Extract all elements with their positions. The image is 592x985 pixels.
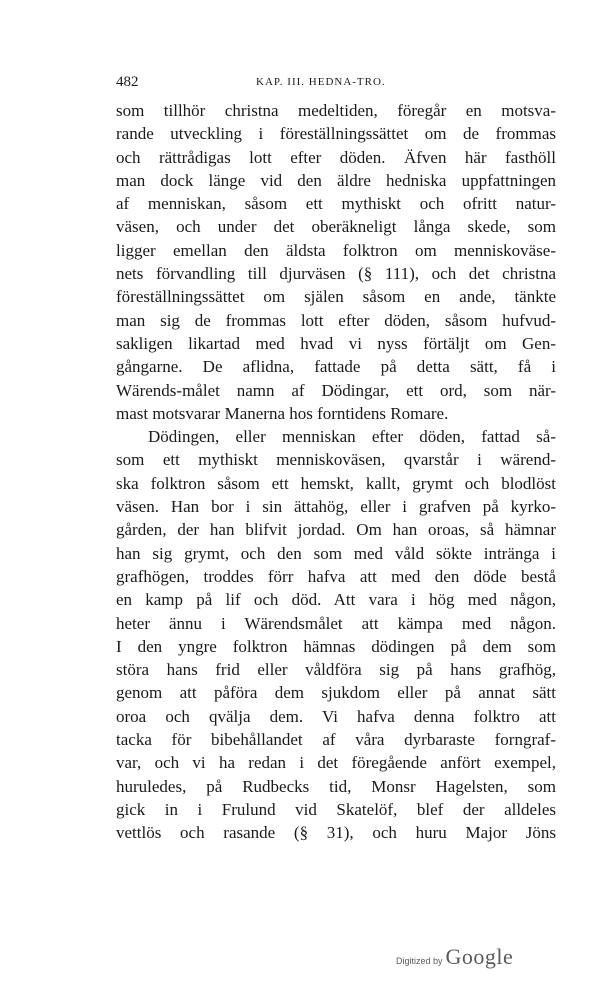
text-line: han sig grymt, och den som med våld sökte intränga i (116, 543, 556, 563)
text-line: gick in i Frulund vid Skatelöf, blef der alldeles (116, 799, 556, 819)
text-line: af menniskan, såsom ett mythiskt och ofritt natur- (116, 194, 556, 214)
text-line: en kamp på lif och död. Att vara i hög med någon, (116, 590, 556, 610)
text-line: nets förvandling till djurväsen (§ 111), och det christna (116, 264, 556, 284)
text-line: gångarne. De aflidna, fattade på detta sätt, få i (116, 357, 556, 377)
text-line: Dödingen, eller menniskan efter döden, fattad så- (148, 427, 556, 447)
text-line: gården, der han blifvit jordad. Om han oroas, så hämnar (116, 520, 556, 540)
watermark-brand: Google (445, 944, 514, 969)
text-line: föreställningssättet om själen såsom en ande, tänkte (116, 287, 556, 307)
text-line: störa hans frid eller våldföra sig på hans grafhög, (116, 660, 556, 680)
text-line: grafhögen, troddes förr hafva att med den döde bestå (116, 566, 556, 586)
text-line: tacka för bibehållandet af våra dyrbaraste forngraf- (116, 730, 556, 750)
text-line: genom att påföra dem sjukdom eller på annat sätt (116, 683, 556, 703)
text-line: var, och vi ha redan i det föregående anfört exempel, (116, 753, 556, 773)
text-line: man dock länge vid den äldre hedniska uppfattningen (116, 170, 556, 190)
text-line: sakligen likartad med hvad vi nyss förtäljt om Gen- (116, 333, 556, 353)
text-line: I den yngre folktron hämnas dödingen på dem som (116, 636, 556, 656)
text-line: Wärends-målet namn af Dödingar, ett ord, som när- (116, 380, 556, 400)
text-line: mast motsvarar Manerna hos forntidens Romare. (116, 403, 449, 423)
body-text (116, 99, 556, 845)
text-line: och rättrådigas lott efter döden. Äfven här fasthöll (116, 147, 556, 167)
text-line: vettlös och rasande (§ 31), och huru Major Jöns (116, 823, 556, 843)
running-head (116, 74, 486, 94)
text-line: som tillhör christna medeltiden, föregår en motsva- (116, 101, 556, 120)
page-number: 482 (116, 74, 139, 90)
text-line: väsen. Han bor i sin ättahög, eller i grafven på kyrko- (116, 497, 556, 517)
text-line: som ett mythiskt menniskoväsen, qvarstår i wärend- (116, 450, 556, 470)
text-line: heter ännu i Wärendsmålet att kämpa med någon. (116, 613, 556, 633)
watermark-prefix: Digitized by (396, 956, 443, 966)
text-line: ska folktron såsom ett hemskt, kallt, grymt och blodlöst (116, 473, 556, 493)
text-line: man sig de frommas lott efter döden, såsom hufvud- (116, 310, 556, 330)
text-line: oroa och qvälja dem. Vi hafva denna folktro att (116, 706, 556, 726)
text-line: ligger emellan den äldsta folktron om menniskoväse- (116, 240, 556, 260)
text-line: huruledes, på Rudbecks tid, Monsr Hagelsten, som (116, 776, 556, 796)
chapter-title: KAP. III. HEDNA-TRO. (256, 76, 386, 88)
text-line: rande utveckling i föreställningssättet om de frommas (116, 124, 556, 144)
digitization-watermark (396, 944, 513, 974)
text-line: väsen, och under det oberäkneligt långa skede, som (116, 217, 556, 237)
